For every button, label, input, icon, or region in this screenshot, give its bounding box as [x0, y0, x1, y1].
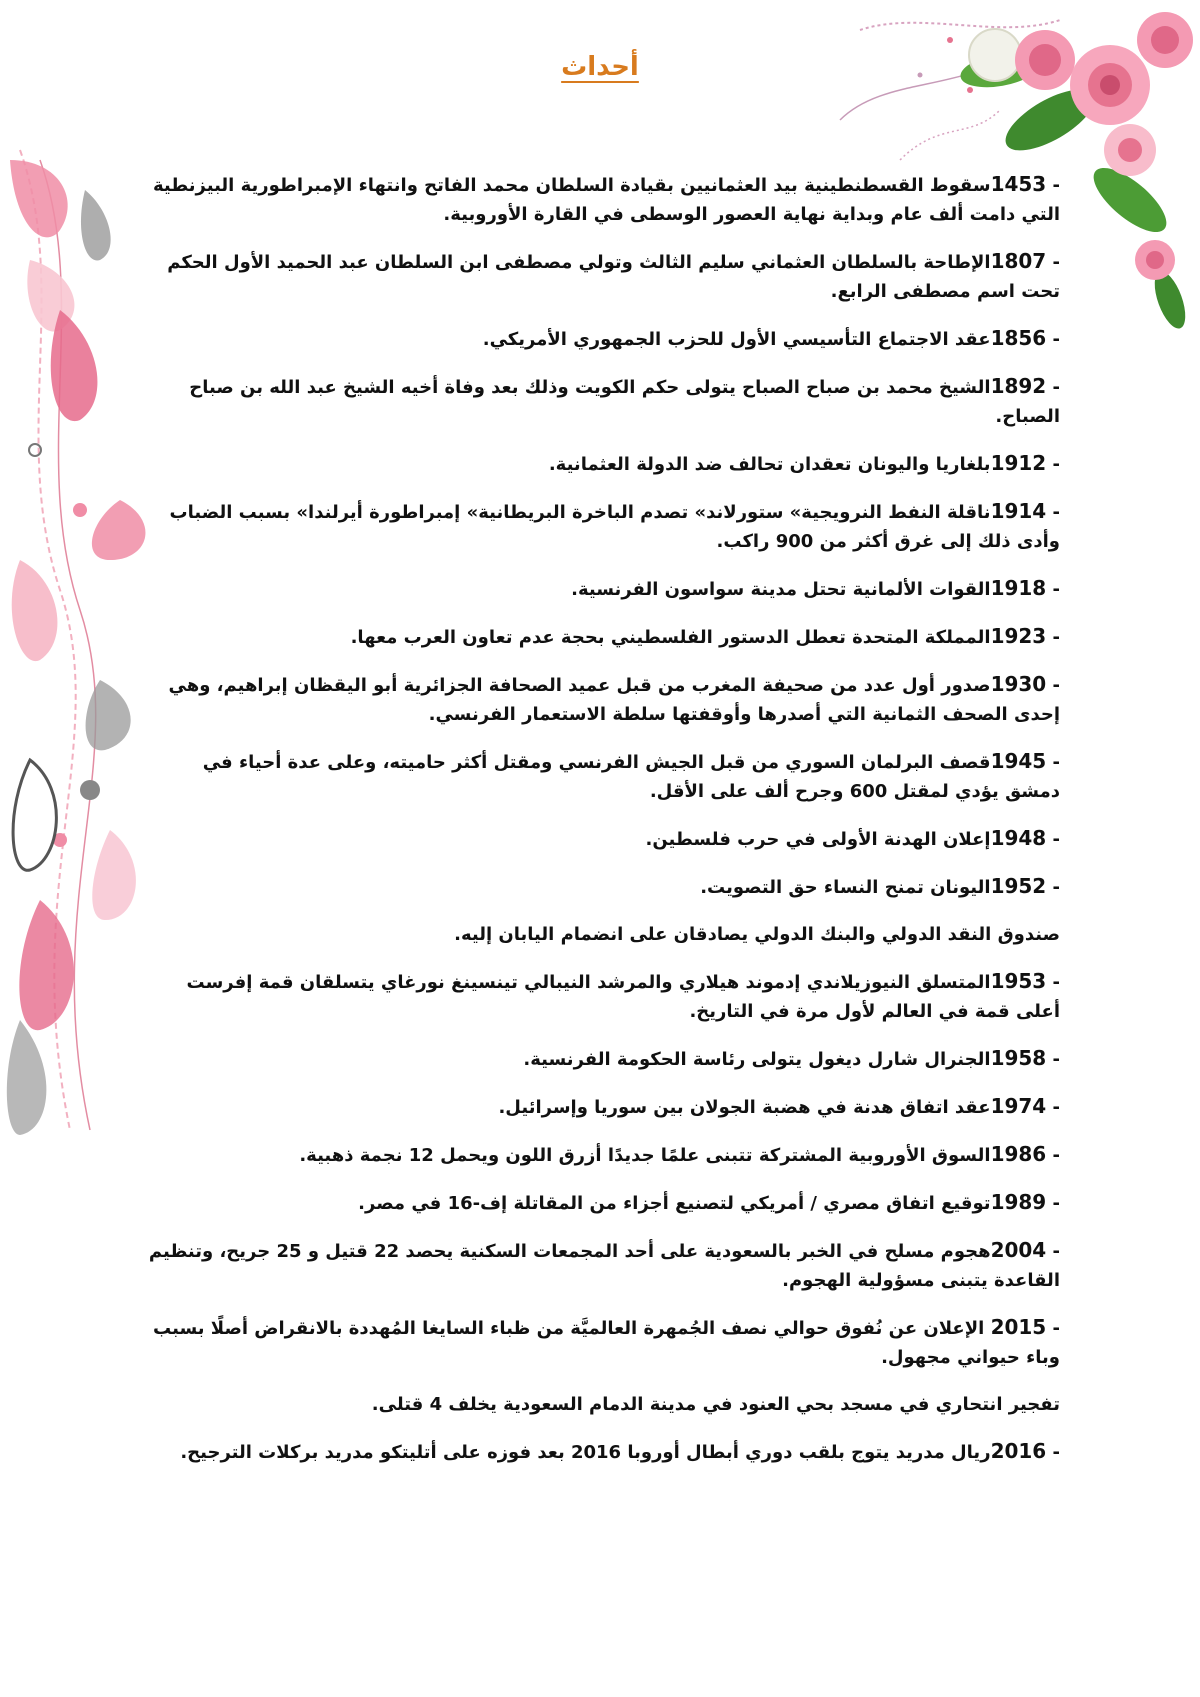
event-year: 2015: [990, 1315, 1047, 1339]
event-text: قصف البرلمان السوري من قبل الجيش الفرنسي ومقتل أكثر حاميته، وعلى عدة أحياء في دمشق يؤدي لمقتل 600 وجرح ألف على الأقل.: [202, 752, 1060, 802]
event-dash: -: [1052, 972, 1060, 993]
event-item: [148, 324, 1060, 354]
event-text: سقوط القسطنطينية بيد العثمانيين بقيادة السلطان محمد الفاتح وانتهاء الإمبراطورية البيزنطية التي دامت ألف عام وبداية نهاية العصور الوسطى في القارة الأوروبية.: [152, 175, 1060, 225]
event-item: [148, 497, 1060, 556]
event-dash: -: [1052, 675, 1060, 696]
event-text: ريال مدريد يتوج بلقب دوري أبطال أوروبا 2016 بعد فوزه على أتليتكو مدريد بركلات الترجيح.: [180, 1442, 991, 1463]
event-dash: -: [1052, 1145, 1060, 1166]
event-item: [148, 1044, 1060, 1074]
event-item: [148, 1236, 1060, 1295]
event-text: الإعلان عن نُفوق حوالي نصف الجُمهرة العالميَّة من ظباء السايغا المُهددة بالانقراض أصلًا بسبب وباء حيواني مجهول.: [153, 1318, 1060, 1368]
event-item: [148, 1313, 1060, 1372]
event-year: 1952: [990, 874, 1047, 898]
event-year: 1930: [990, 672, 1047, 696]
event-item: [148, 747, 1060, 806]
event-text: اليونان تمنح النساء حق التصويت.: [700, 877, 991, 898]
event-text: عقد اتفاق هدنة في هضبة الجولان بين سوريا وإسرائيل.: [498, 1097, 991, 1118]
event-year: 1923: [990, 624, 1047, 648]
event-year: 1453: [990, 172, 1047, 196]
event-year: 1948: [990, 826, 1047, 850]
event-text: توقيع اتفاق مصري / أمريكي لتصنيع أجزاء من المقاتلة إف-16 في مصر.: [358, 1193, 991, 1214]
event-item: [148, 574, 1060, 604]
event-dash: -: [1052, 1442, 1060, 1463]
event-year: 2016: [990, 1439, 1047, 1463]
event-dash: -: [1052, 175, 1060, 196]
event-item: [148, 372, 1060, 431]
event-text: السوق الأوروبية المشتركة تتبنى علمًا جديدًا أزرق اللون ويحمل 12 نجمة ذهبية.: [299, 1145, 991, 1166]
event-text: المتسلق النيوزيلاندي إدموند هيلاري والمرشد النيبالي تينسينغ نورغاي يتسلقان قمة إفرست أعلى قمة في العالم لأول مرة في التاريخ.: [186, 972, 1060, 1022]
event-dash: -: [1052, 1097, 1060, 1118]
event-item: [148, 824, 1060, 854]
event-year: 1953: [990, 969, 1047, 993]
event-dash: -: [1052, 377, 1060, 398]
event-text: المملكة المتحدة تعطل الدستور الفلسطيني بحجة عدم تعاون العرب معها.: [350, 627, 991, 648]
event-year: 2004: [990, 1238, 1047, 1262]
event-item: [148, 1390, 1060, 1419]
event-item: [148, 920, 1060, 949]
event-text: تفجير انتحاري في مسجد بحي العنود في مدينة الدمام السعودية يخلف 4 قتلى.: [371, 1394, 1060, 1415]
event-text: الجنرال شارل ديغول يتولى رئاسة الحكومة الفرنسية.: [523, 1049, 991, 1070]
event-dash: -: [1052, 1241, 1060, 1262]
event-item: [148, 1437, 1060, 1467]
event-text: الإطاحة بالسلطان العثماني سليم الثالث وتولي مصطفى ابن السلطان عبد الحميد الأول الحكم تحت اسم مصطفى الرابع.: [167, 252, 1060, 302]
event-item: [148, 247, 1060, 306]
event-year: 1989: [990, 1190, 1047, 1214]
event-dash: -: [1052, 877, 1060, 898]
event-dash: -: [1052, 1049, 1060, 1070]
event-year: 1958: [990, 1046, 1047, 1070]
event-year: 1974: [990, 1094, 1047, 1118]
event-text: القوات الألمانية تحتل مدينة سواسون الفرنسية.: [571, 579, 991, 600]
event-text: عقد الاجتماع التأسيسي الأول للحزب الجمهوري الأمريكي.: [482, 329, 991, 350]
event-year: 1914: [990, 499, 1047, 523]
pink-paisley-swirl-ornament: [0, 140, 150, 1140]
event-text: هجوم مسلح في الخبر بالسعودية على أحد المجمعات السكنية يحصد 22 قتيل و 25 جريح، وتنظيم القاعدة يتبنى مسؤولية الهجوم.: [148, 1241, 1060, 1291]
event-dash: -: [1052, 627, 1060, 648]
event-year: 1892: [990, 374, 1047, 398]
event-dash: -: [1052, 502, 1060, 523]
event-item: [148, 622, 1060, 652]
event-text: الشيخ محمد بن صباح الصباح يتولى حكم الكويت وذلك بعد وفاة أخيه الشيخ عبد الله بن صباح الصباح.: [189, 377, 1060, 427]
event-year: 1912: [990, 451, 1047, 475]
event-item: [148, 449, 1060, 479]
event-dash: -: [1052, 1193, 1060, 1214]
event-dash: -: [1052, 329, 1060, 350]
event-dash: -: [1052, 454, 1060, 475]
event-item: [148, 1092, 1060, 1122]
event-text: بلغاريا واليونان تعقدان تحالف ضد الدولة العثمانية.: [548, 454, 991, 475]
event-item: [148, 170, 1060, 229]
event-year: 1856: [990, 326, 1047, 350]
event-text: ناقلة النفط النرويجية» ستورلاند» تصدم الباخرة البريطانية» إمبراطورة أيرلندا» بسبب الضباب وأدى ذلك إلى غرق أكثر من 900 راكب.: [169, 502, 1060, 552]
event-dash: -: [1052, 752, 1060, 773]
event-item: [148, 1188, 1060, 1218]
event-dash: -: [1052, 579, 1060, 600]
event-dash: -: [1052, 252, 1060, 273]
event-year: 1986: [990, 1142, 1047, 1166]
event-item: [148, 1140, 1060, 1170]
event-year: 1918: [990, 576, 1047, 600]
event-dash: -: [1052, 829, 1060, 850]
event-text: إعلان الهدنة الأولى في حرب فلسطين.: [645, 829, 991, 850]
event-item: [148, 967, 1060, 1026]
event-year: 1807: [990, 249, 1047, 273]
event-text: صندوق النقد الدولي والبنك الدولي يصادقان على انضمام اليابان إليه.: [454, 924, 1060, 945]
event-item: [148, 872, 1060, 902]
event-item: [148, 670, 1060, 729]
event-year: 1945: [990, 749, 1047, 773]
page-title: أحداث: [561, 52, 639, 82]
events-list: [148, 170, 1060, 1485]
event-text: صدور أول عدد من صحيفة المغرب من قبل عميد الصحافة الجزائرية أبو اليقظان إبراهيم، وهي إحدى الصحف الثمانية التي أصدرها وأوقفتها سلطة الاستعمار الفرنسي.: [168, 675, 1060, 725]
event-dash: -: [1052, 1318, 1060, 1339]
